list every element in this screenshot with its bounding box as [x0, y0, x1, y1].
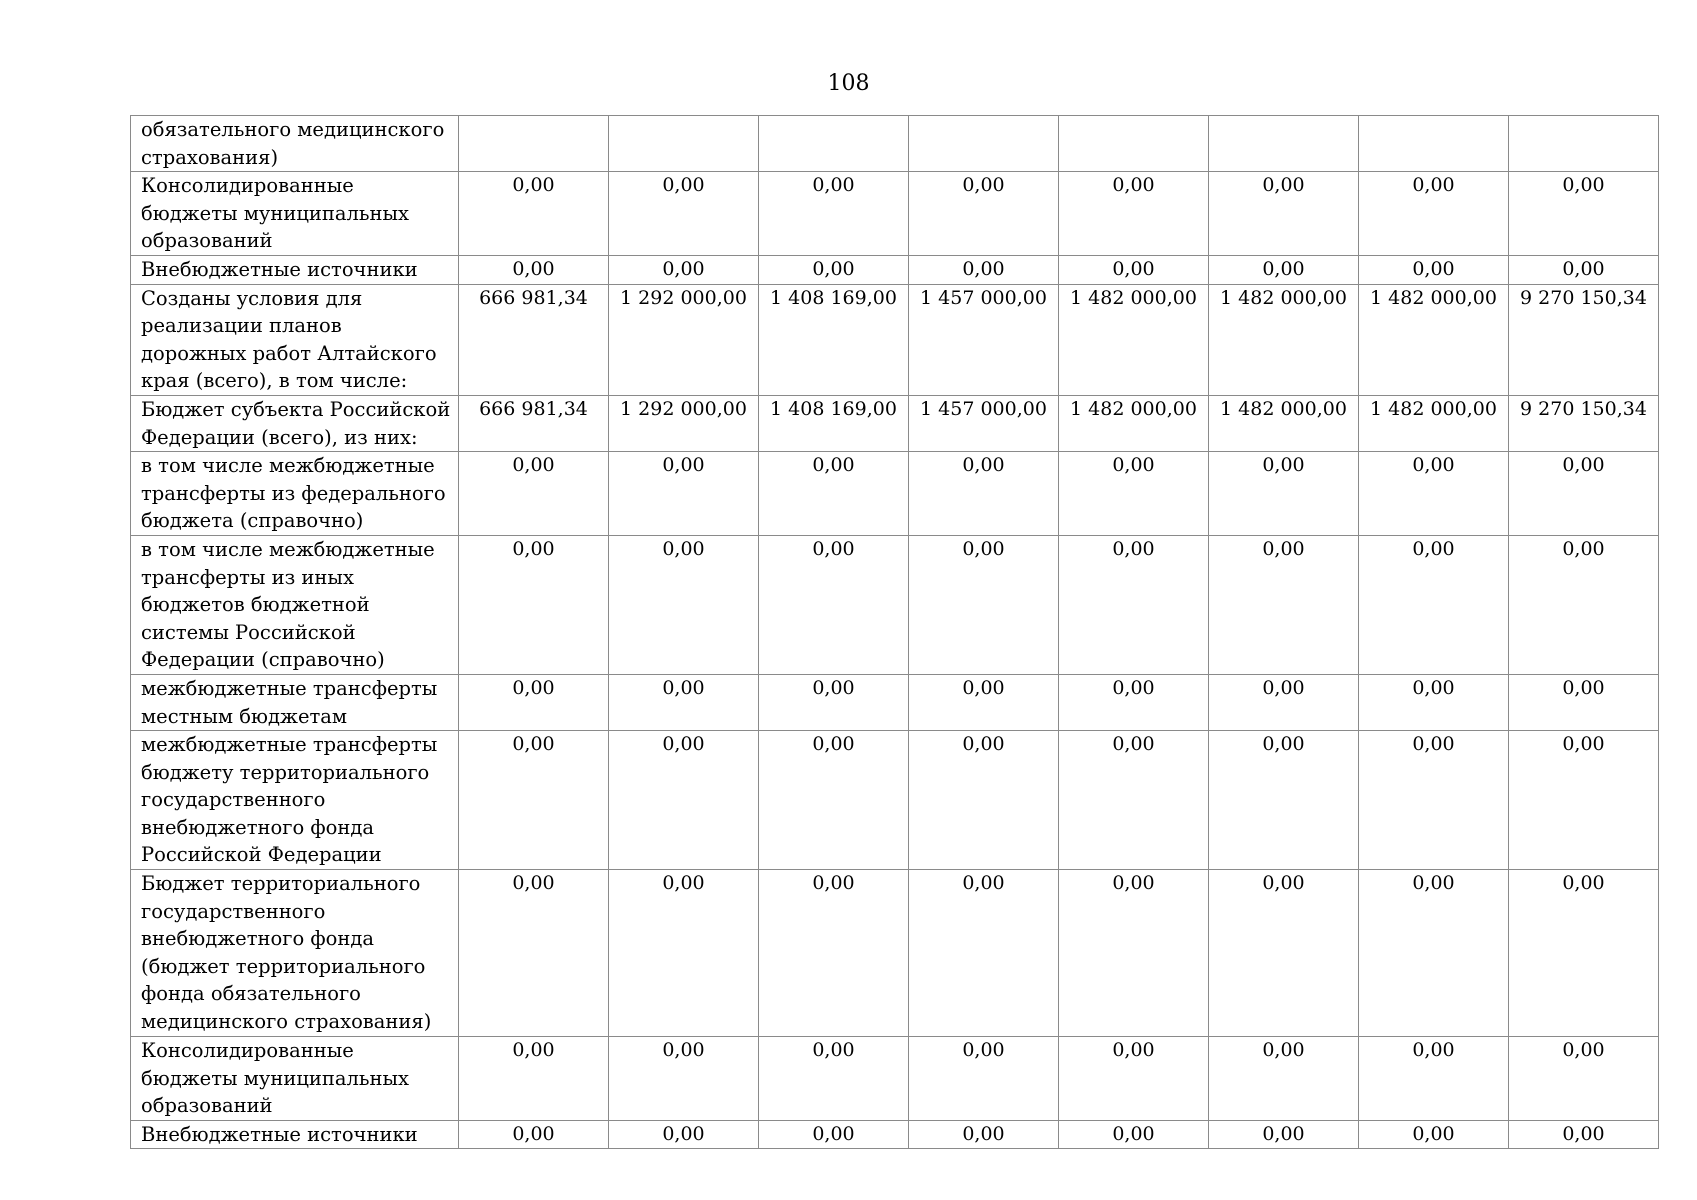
row-label: Бюджет территориального государственного внебюджетного фонда (бюджет территориального фонда обязательного медицинского страхования) [131, 870, 459, 1037]
value-cell: 0,00 [759, 535, 909, 674]
value-cell: 0,00 [609, 255, 759, 284]
value-cell: 0,00 [1059, 452, 1209, 536]
value-cell: 1 482 000,00 [1209, 395, 1359, 451]
table-row [131, 395, 1659, 451]
value-cell: 0,00 [1059, 870, 1209, 1037]
value-cell: 0,00 [909, 1037, 1059, 1121]
value-cell: 1 457 000,00 [909, 284, 1059, 395]
value-cell: 0,00 [1059, 1120, 1209, 1149]
value-cell [609, 116, 759, 172]
table-row [131, 116, 1659, 172]
value-cell: 0,00 [1509, 255, 1659, 284]
value-cell: 0,00 [1359, 1037, 1509, 1121]
value-cell: 1 408 169,00 [759, 395, 909, 451]
value-cell: 0,00 [1059, 731, 1209, 870]
budget-table [130, 115, 1659, 1149]
table-row [131, 535, 1659, 674]
value-cell: 0,00 [759, 1120, 909, 1149]
value-cell: 1 408 169,00 [759, 284, 909, 395]
value-cell: 0,00 [1359, 535, 1509, 674]
value-cell: 0,00 [759, 731, 909, 870]
value-cell: 0,00 [1209, 255, 1359, 284]
value-cell: 0,00 [459, 870, 609, 1037]
value-cell: 0,00 [909, 674, 1059, 730]
value-cell: 0,00 [459, 674, 609, 730]
value-cell: 9 270 150,34 [1509, 395, 1659, 451]
value-cell: 0,00 [1209, 674, 1359, 730]
value-cell: 0,00 [909, 452, 1059, 536]
value-cell: 0,00 [1509, 172, 1659, 256]
value-cell: 666 981,34 [459, 284, 609, 395]
value-cell: 0,00 [759, 452, 909, 536]
value-cell [759, 116, 909, 172]
value-cell: 0,00 [609, 731, 759, 870]
value-cell: 0,00 [759, 172, 909, 256]
row-label: межбюджетные трансферты бюджету территориального государственного внебюджетного фонда Российской Федерации [131, 731, 459, 870]
row-label: Консолидированные бюджеты муниципальных образований [131, 1037, 459, 1121]
row-label: Бюджет субъекта Российской Федерации (всего), из них: [131, 395, 459, 451]
value-cell: 0,00 [1359, 452, 1509, 536]
value-cell: 0,00 [459, 172, 609, 256]
value-cell: 0,00 [759, 1037, 909, 1121]
value-cell: 0,00 [1359, 870, 1509, 1037]
table-row [131, 172, 1659, 256]
row-label: Внебюджетные источники [131, 255, 459, 284]
value-cell: 0,00 [1509, 870, 1659, 1037]
value-cell: 0,00 [1059, 535, 1209, 674]
value-cell: 0,00 [759, 255, 909, 284]
row-label: межбюджетные трансферты местным бюджетам [131, 674, 459, 730]
value-cell: 0,00 [1209, 870, 1359, 1037]
value-cell: 0,00 [1359, 1120, 1509, 1149]
value-cell: 1 482 000,00 [1209, 284, 1359, 395]
value-cell [1359, 116, 1509, 172]
table-row [131, 870, 1659, 1037]
table-row [131, 255, 1659, 284]
value-cell: 1 292 000,00 [609, 395, 759, 451]
table-row [131, 1037, 1659, 1121]
value-cell: 0,00 [459, 731, 609, 870]
table-row [131, 1120, 1659, 1149]
table-row [131, 674, 1659, 730]
table-row [131, 731, 1659, 870]
row-label: Внебюджетные источники [131, 1120, 459, 1149]
value-cell: 0,00 [909, 1120, 1059, 1149]
value-cell: 0,00 [1509, 731, 1659, 870]
value-cell: 0,00 [1359, 255, 1509, 284]
value-cell: 0,00 [909, 255, 1059, 284]
value-cell: 0,00 [909, 731, 1059, 870]
value-cell: 0,00 [1359, 172, 1509, 256]
page-number: 108 [827, 71, 870, 96]
value-cell: 1 482 000,00 [1359, 395, 1509, 451]
value-cell: 0,00 [459, 535, 609, 674]
row-label: в том числе межбюджетные трансферты из федерального бюджета (справочно) [131, 452, 459, 536]
value-cell: 0,00 [909, 535, 1059, 674]
value-cell: 0,00 [609, 452, 759, 536]
value-cell: 0,00 [909, 870, 1059, 1037]
value-cell: 0,00 [1509, 1120, 1659, 1149]
value-cell [1209, 116, 1359, 172]
value-cell: 0,00 [609, 870, 759, 1037]
value-cell: 0,00 [1059, 255, 1209, 284]
row-label: в том числе межбюджетные трансферты из иных бюджетов бюджетной системы Российской Федерации (справочно) [131, 535, 459, 674]
row-label: Созданы условия для реализации планов дорожных работ Алтайского края (всего), в том числе: [131, 284, 459, 395]
value-cell: 0,00 [609, 1120, 759, 1149]
value-cell: 0,00 [459, 255, 609, 284]
value-cell: 666 981,34 [459, 395, 609, 451]
value-cell: 1 292 000,00 [609, 284, 759, 395]
value-cell: 0,00 [1509, 1037, 1659, 1121]
value-cell: 0,00 [1509, 535, 1659, 674]
value-cell: 0,00 [1209, 535, 1359, 674]
row-label: Консолидированные бюджеты муниципальных образований [131, 172, 459, 256]
value-cell [459, 116, 609, 172]
table-row [131, 284, 1659, 395]
value-cell: 0,00 [1059, 1037, 1209, 1121]
value-cell [909, 116, 1059, 172]
value-cell: 0,00 [1509, 674, 1659, 730]
table-row [131, 452, 1659, 536]
value-cell: 1 482 000,00 [1359, 284, 1509, 395]
value-cell: 0,00 [1059, 674, 1209, 730]
value-cell [1509, 116, 1659, 172]
row-label: обязательного медицинского страхования) [131, 116, 459, 172]
value-cell: 0,00 [759, 674, 909, 730]
value-cell: 0,00 [609, 674, 759, 730]
value-cell: 0,00 [1209, 452, 1359, 536]
value-cell: 0,00 [609, 1037, 759, 1121]
value-cell [1059, 116, 1209, 172]
value-cell: 0,00 [1509, 452, 1659, 536]
value-cell: 0,00 [609, 172, 759, 256]
value-cell: 9 270 150,34 [1509, 284, 1659, 395]
value-cell: 1 482 000,00 [1059, 284, 1209, 395]
value-cell: 0,00 [459, 452, 609, 536]
value-cell: 0,00 [1359, 731, 1509, 870]
value-cell: 0,00 [759, 870, 909, 1037]
value-cell: 0,00 [459, 1120, 609, 1149]
value-cell: 0,00 [909, 172, 1059, 256]
value-cell: 0,00 [459, 1037, 609, 1121]
value-cell: 0,00 [1059, 172, 1209, 256]
value-cell: 1 457 000,00 [909, 395, 1059, 451]
value-cell: 0,00 [1209, 1037, 1359, 1121]
value-cell: 0,00 [1209, 172, 1359, 256]
value-cell: 0,00 [1209, 731, 1359, 870]
value-cell: 0,00 [1359, 674, 1509, 730]
value-cell: 1 482 000,00 [1059, 395, 1209, 451]
value-cell: 0,00 [609, 535, 759, 674]
value-cell: 0,00 [1209, 1120, 1359, 1149]
